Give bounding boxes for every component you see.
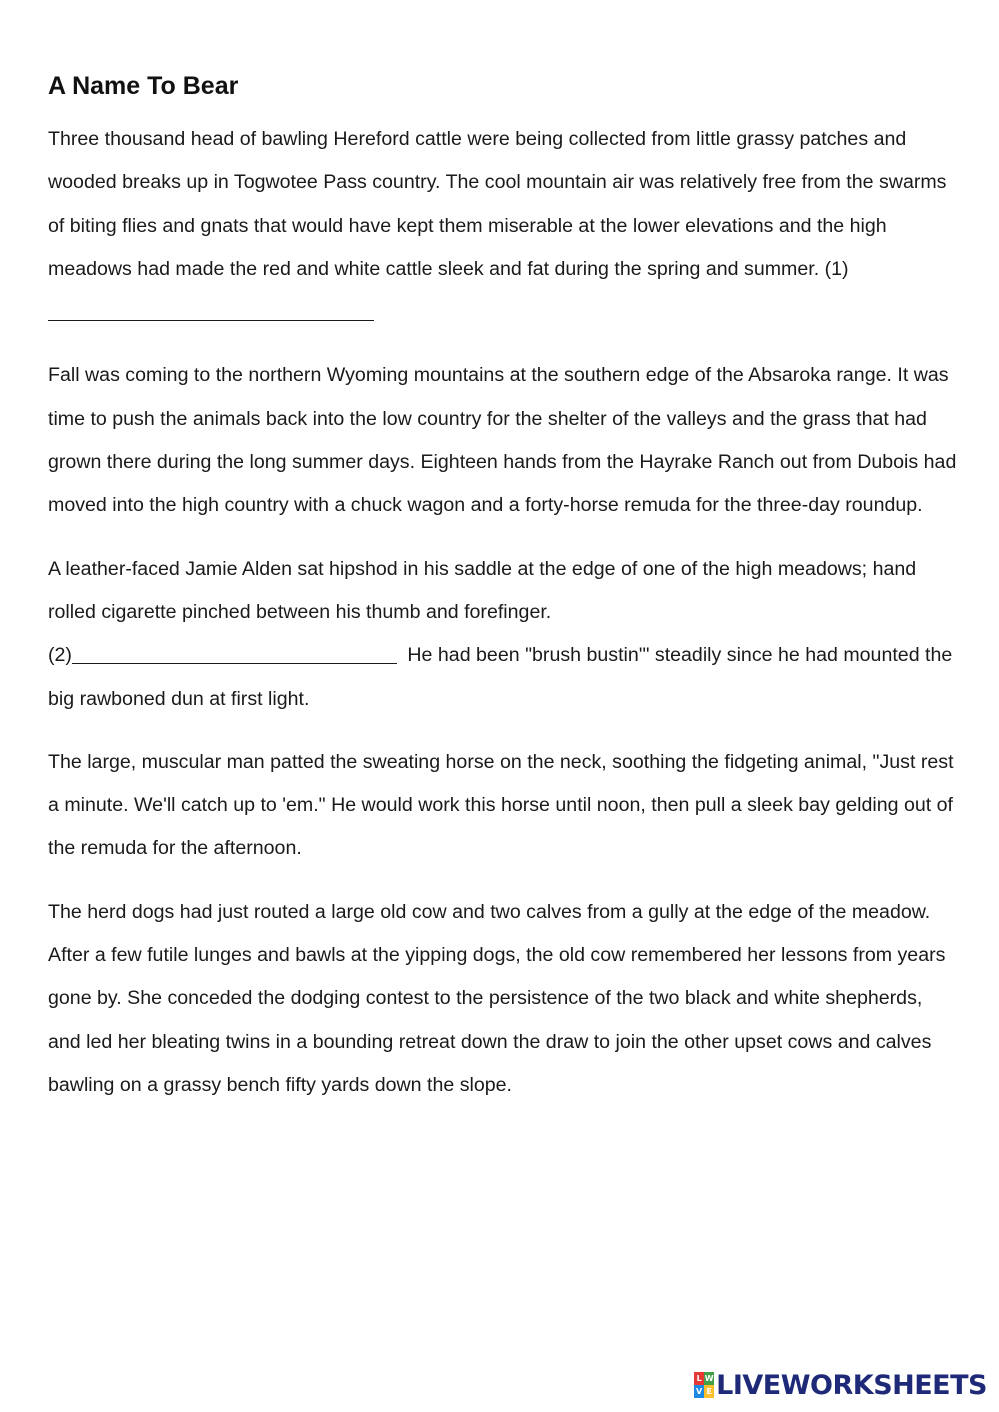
page-title: A Name To Bear bbox=[48, 72, 239, 100]
paragraph-3-text-before: A leather-faced Jamie Alden sat hipshod in his saddle at the edge of one of the high meadows; hand rolled cigarette pinched between his thumb and forefinger. bbox=[48, 557, 917, 623]
paragraph-4: The large, muscular man patted the sweating horse on the neck, soothing the fidgeting animal, "Just rest a minute. We'll catch up to 'em." He would work this horse until noon, then pull a sleek bay gelding out of the remuda for the afternoon. bbox=[48, 750, 954, 860]
paragraph-1-text: Three thousand head of bawling Hereford cattle were being collected from little grassy patches and wooded breaks up in Togwotee Pass country. The cool mountain air was relatively free from the swarms of biting flies and gnats that would have kept them miserable at the lower elevations and the high meadows had made the red and white cattle sleek and fat during the spring and summer. bbox=[48, 128, 947, 280]
paragraph-2: Fall was coming to the northern Wyoming mountains at the southern edge of the Absaroka range. It was time to push the animals back into the low country for the shelter of the valleys and the grass that had grown there during the long summer days. Eighteen hands from the Hayrake Ranch out from Dubois had moved into the high country with a chuck wagon and a forty-horse remuda for the three-day roundup. bbox=[48, 364, 957, 517]
blank-1-marker: (1) bbox=[824, 257, 849, 280]
worksheet-page bbox=[48, 68, 958, 1127]
blank-2-marker: (2) bbox=[48, 644, 72, 667]
logo-tile-3: V bbox=[696, 1387, 703, 1396]
logo-tile-4: E bbox=[704, 1385, 714, 1398]
paragraph-3 bbox=[48, 548, 958, 721]
paragraph-1 bbox=[48, 118, 958, 334]
blank-2-input[interactable] bbox=[72, 643, 397, 664]
brand-name: LIVEWORKSHEETS bbox=[716, 1369, 987, 1401]
logo-tile-2: W bbox=[704, 1374, 714, 1383]
liveworksheets-logo-icon bbox=[694, 1372, 714, 1398]
paragraph-3-text-after: He had been "brush bustin'" steadily since he had mounted the big rawboned dun at first light. bbox=[48, 644, 953, 710]
logo-tile-1: L bbox=[694, 1372, 704, 1385]
blank-1-input[interactable] bbox=[48, 300, 374, 321]
paragraph-5: The herd dogs had just routed a large old cow and two calves from a gully at the edge of the meadow. After a few futile lunges and bawls at the yipping dogs, the old cow remembered her lessons from years gone by. She conceded the dodging contest to the persistence of the two black and white shepherds, and led her bleating twins in a bounding retreat down the draw to join the other upset cows and calves bawling on a grassy bench fifty yards down the slope. bbox=[48, 900, 946, 1096]
liveworksheets-brand bbox=[694, 1368, 987, 1402]
